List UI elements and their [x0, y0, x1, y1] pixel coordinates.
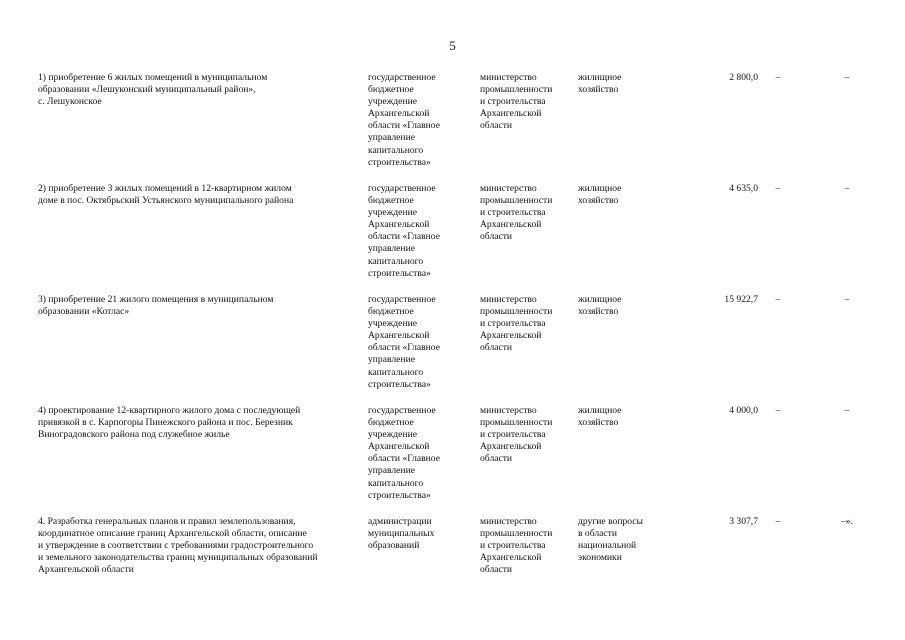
row-coordinator: министерство промышленности и строительства Архангельской области: [480, 516, 553, 576]
row-budget-section: жилищное хозяйство: [578, 405, 622, 429]
row-value-year2: –: [775, 72, 781, 83]
row-amount: 2 800,0: [729, 72, 758, 83]
program-table: [38, 72, 868, 586]
row-executor: государственное бюджетное учреждение Архангельской области «Главное управление капитального строительства»: [368, 183, 440, 279]
row-coordinator: министерство промышленности и строительства Архангельской области: [480, 294, 553, 354]
row-value-year3: –: [844, 183, 850, 194]
row-executor: администрации муниципальных образований: [368, 516, 435, 552]
row-amount: 4 000,0: [729, 405, 758, 416]
row-budget-section: другие вопросы в области национальной экономики: [578, 516, 644, 564]
row-description: 3) приобретение 21 жилого помещения в муниципальном образовании «Котлас»: [38, 294, 274, 318]
row-budget-section: жилищное хозяйство: [578, 183, 622, 207]
row-description: 4. Разработка генеральных планов и правил землепользования, координатное описание границ Архангельской области, описание и утверждение в соответствии с требованиями градостроительного и земельного законодательства границ муниципальных образований Архангельской области: [38, 516, 318, 576]
row-value-year2: –: [775, 183, 781, 194]
row-executor: государственное бюджетное учреждение Архангельской области «Главное управление капитального строительства»: [368, 405, 440, 501]
row-description: 4) проектирование 12-квартирного жилого дома с последующей привязкой в с. Карпогоры Пинежского района и пос. Березник Виноградовского района под служебное жилье: [38, 405, 301, 441]
row-description: 1) приобретение 6 жилых помещений в муниципальном образовании «Лешуконский муниципальный район», с. Лешуконское: [38, 72, 268, 108]
table-row: [38, 72, 868, 183]
page-number: 5: [449, 38, 456, 53]
row-value-year3: –: [844, 294, 850, 305]
table-row: [38, 405, 868, 516]
row-coordinator: министерство промышленности и строительства Архангельской области: [480, 183, 553, 243]
row-amount: 3 307,7: [729, 516, 758, 527]
row-value-year3: –».: [841, 516, 853, 527]
row-coordinator: министерство промышленности и строительства Архангельской области: [480, 405, 553, 465]
row-value-year3: –: [844, 405, 850, 416]
row-executor: государственное бюджетное учреждение Архангельской области «Главное управление капитального строительства»: [368, 72, 440, 168]
row-description: 2) приобретение 3 жилых помещений в 12-квартирном жилом доме в пос. Октябрьский Устьянского муниципального района: [38, 183, 294, 207]
row-value-year2: –: [775, 294, 781, 305]
row-budget-section: жилищное хозяйство: [578, 294, 622, 318]
row-value-year2: –: [775, 516, 781, 527]
table-row: [38, 294, 868, 405]
table-row: [38, 183, 868, 294]
row-coordinator: министерство промышленности и строительства Архангельской области: [480, 72, 553, 132]
row-budget-section: жилищное хозяйство: [578, 72, 622, 96]
row-amount: 15 922,7: [724, 294, 758, 305]
row-executor: государственное бюджетное учреждение Архангельской области «Главное управление капитального строительства»: [368, 294, 440, 390]
row-value-year2: –: [775, 405, 781, 416]
row-value-year3: –: [844, 72, 850, 83]
row-amount: 4 635,0: [729, 183, 758, 194]
table-row: [38, 516, 868, 586]
